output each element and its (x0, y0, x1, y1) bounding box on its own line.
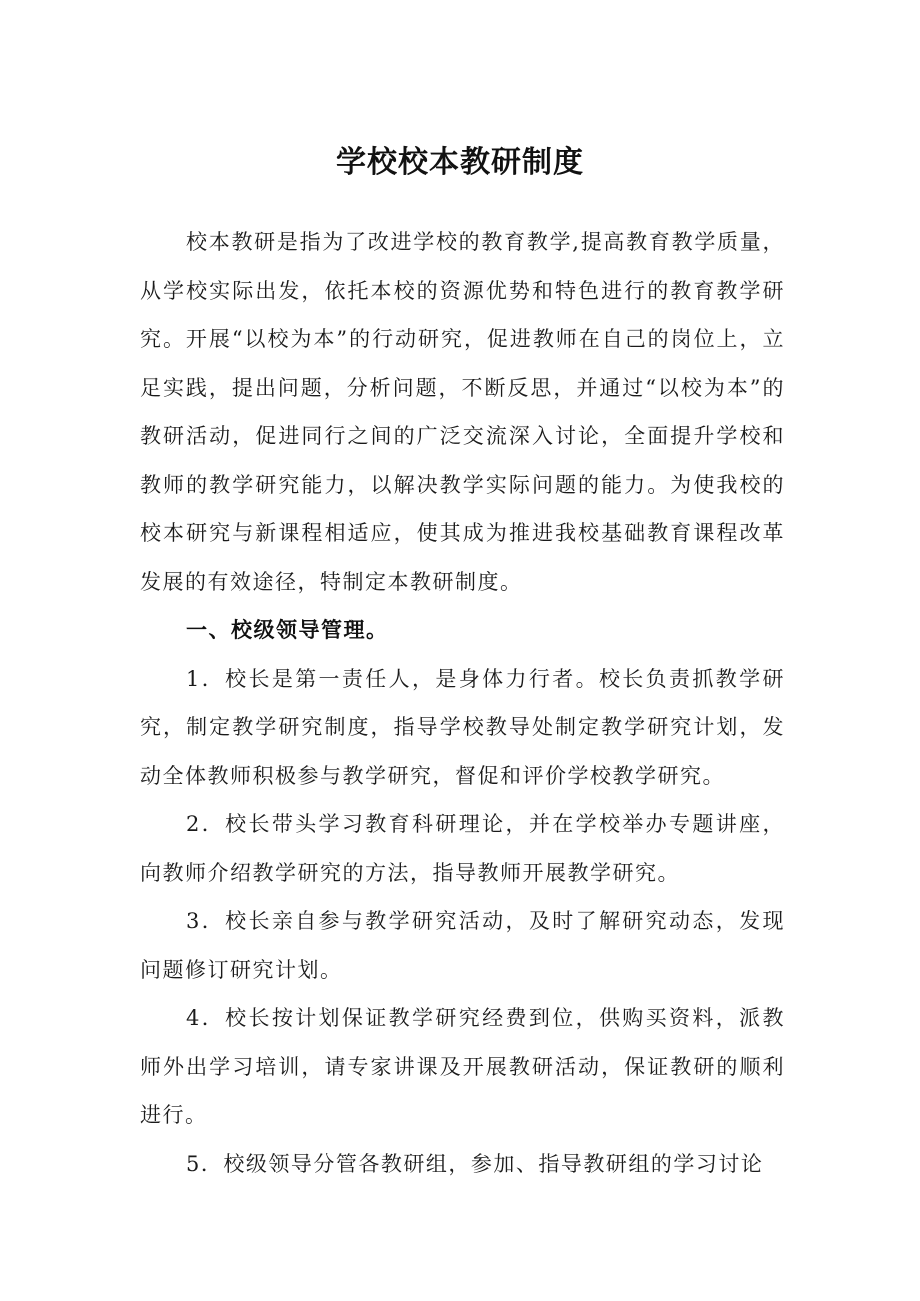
intro-paragraph: 校本教研是指为了改进学校的教育教学,提高教育教学质量，从学校实际出发，依托本校的资源优势和特色进行的教育教学研究。开展“以校为本”的行动研究，促进教师在自己的岗位上，立足实践，提出问题，分析问题，不断反思，并通过“以校为本”的教研活动，促进同行之间的广泛交流深入讨论，全面提升学校和教师的教学研究能力，以解决教学实际问题的能力。为使我校的校本研究与新课程相适应，使其成为推进我校基础教育课程改革发展的有效途径，特制定本教研制度。 (140, 230, 785, 594)
list-item: 3．校长亲自参与教学研究活动，及时了解研究动态，发现问题修订研究计划。 (140, 909, 785, 982)
list-item: 4．校长按计划保证教学研究经费到位，供购买资料，派教师外出学习培训，请专家讲课及开展教研活动，保证教研的顺利进行。 (140, 1006, 785, 1127)
list-item: 5．校级领导分管各教研组，参加、指导教研组的学习讨论 (186, 1151, 764, 1176)
section-heading: 一、校级领导管理。 (186, 618, 389, 642)
document-body (140, 218, 785, 1188)
list-item: 2．校长带头学习教育科研理论，并在学校举办专题讲座，向教师介绍教学研究的方法，指导教师开展教学研究。 (140, 812, 785, 885)
document-title: 学校校本教研制度 (336, 145, 584, 180)
list-item: 1．校长是第一责任人，是身体力行者。校长负责抓教学研究，制定教学研究制度，指导学校教导处制定教学研究计划，发动全体教师积极参与教学研究，督促和评价学校教学研究。 (140, 666, 785, 788)
